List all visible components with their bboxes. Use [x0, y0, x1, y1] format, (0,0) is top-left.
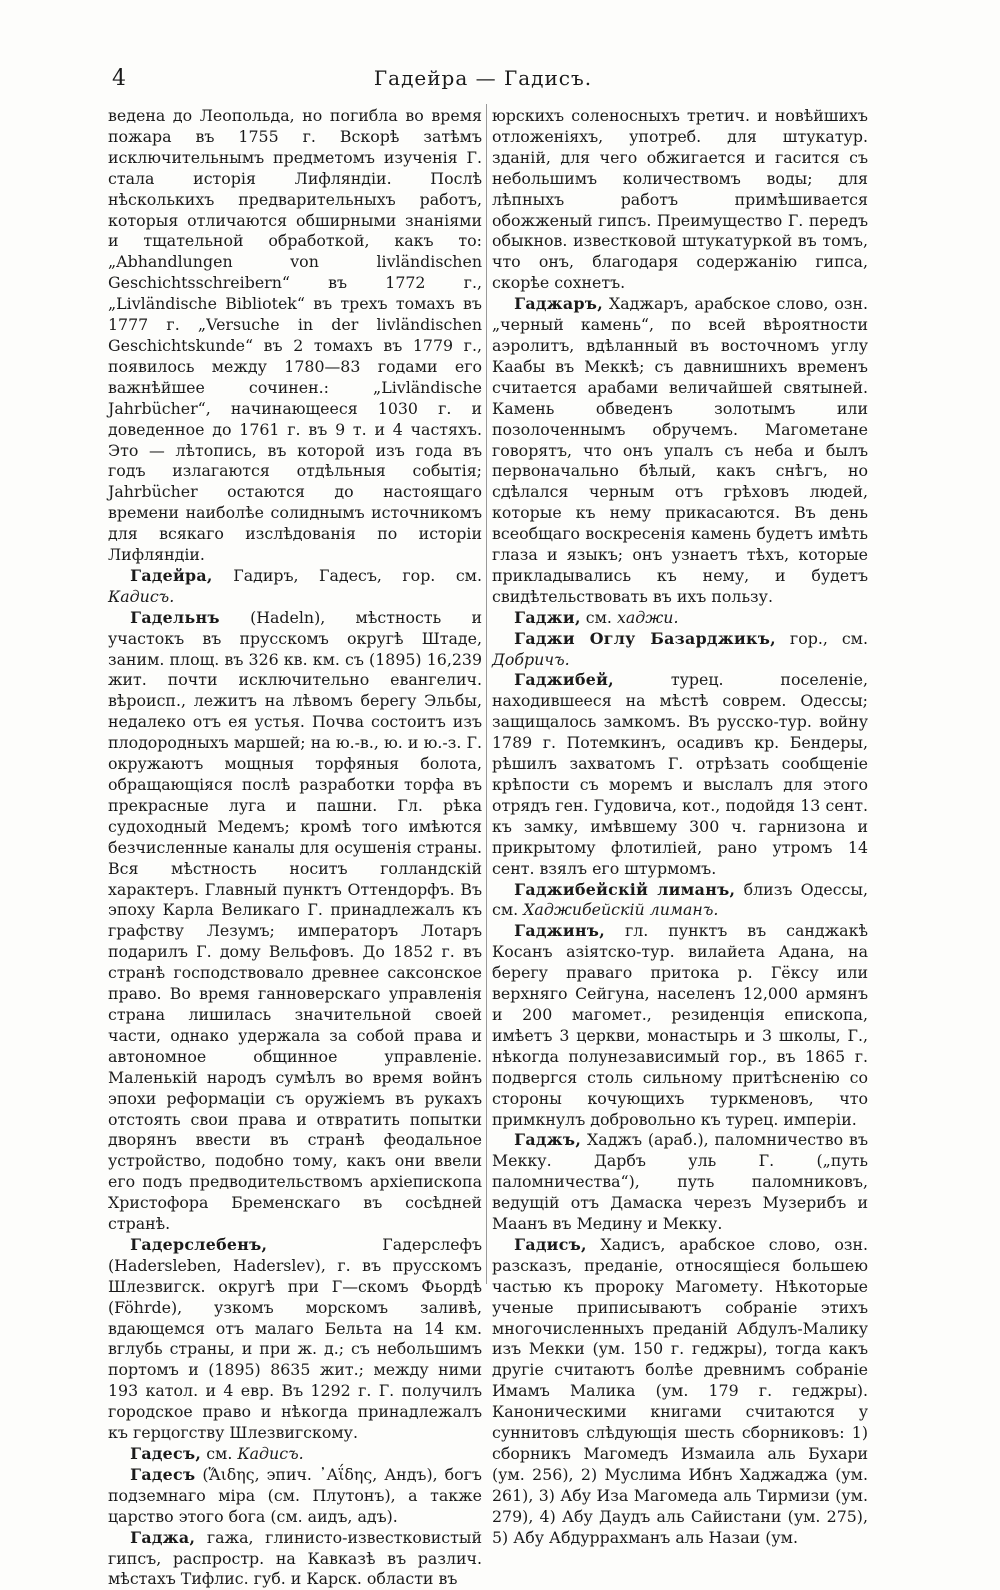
- dictionary-entry: [108, 1444, 482, 1465]
- entry-text: (Ἅιδης, эпич. ᾿Αΐδης, Андъ), богъ подземнаго міра (см. Плутонъ), а также царство этого бога (см. аидъ, адъ).: [108, 1464, 482, 1526]
- entry-headword: Гаджибейскій лиманъ,: [514, 879, 736, 899]
- dictionary-entry: [492, 629, 868, 671]
- entry-text: Гадиръ, Гадесъ, гор. см.: [233, 565, 482, 585]
- dictionary-entry: [492, 670, 868, 879]
- dictionary-entry: [492, 608, 868, 629]
- column-divider: [486, 104, 487, 1284]
- entry-cross-reference: Хаджибейскій лиманъ.: [523, 900, 719, 920]
- entry-text: близъ Одессы, см.: [492, 879, 868, 920]
- entry-headword: Гадерслебенъ,: [130, 1234, 268, 1254]
- entry-headword: Гадельнъ: [130, 607, 220, 627]
- entry-headword: Гадесъ: [130, 1464, 196, 1484]
- entry-continuation: [492, 106, 868, 294]
- entry-text: юрскихъ соленосныхъ третич. и новѣйшихъ отложеніяхъ, употреб. для штукатур. зданій, для чего обжигается и гасится съ небольшимъ количествомъ воды; для лѣпныхъ работъ примѣшивается обожженый гипсъ. Преимущество Г. передъ обыкнов. известковой штукатуркой въ томъ, что онъ, благодаря содержанію гипса, скорѣе сохнетъ.: [492, 106, 868, 293]
- entry-text: см.: [206, 1444, 238, 1463]
- left-column: [108, 106, 482, 1590]
- entry-text: см.: [585, 607, 617, 627]
- entry-headword: Гаджаръ,: [514, 294, 604, 314]
- entry-headword: Гадейра,: [130, 565, 213, 585]
- dictionary-entry: [492, 921, 868, 1130]
- entry-headword: Гаджи,: [514, 607, 581, 627]
- entry-cross-reference: Кадисъ.: [108, 586, 175, 606]
- dictionary-entry: [492, 880, 868, 922]
- entry-text: Хадисъ, арабское слово, озн. разсказъ, преданіе, относящіеся большею частью къ пророку Магомету. Нѣкоторые ученые приписываютъ собраніе этихъ многочисленныхъ преданій Абдулъ-Малику изъ Мекки (ум. 150 г. геджры), тогда какъ другіе считаютъ болѣе древнимъ собраніе Имамъ Малика (ум. 179 г. геджры). Каноническими книгами считаются у суннитовъ слѣдующія шесть сборниковъ: 1) сборникъ Магомедъ Измаила аль Бухари (ум. 256), 2) Муслима Ибнъ Хаджаджа (ум. 261), 3) Абу Иза Магомеда аль Тирмизи (ум. 279), 4) Абу Даудъ аль Сайистани (ум. 275), 5) Абу Абдуррахманъ аль Назаи (ум.: [492, 1234, 868, 1547]
- entry-headword: Гаджинъ,: [514, 921, 606, 941]
- dictionary-entry: [108, 1528, 482, 1590]
- entry-text: гл. пунктъ въ санджакѣ Косанъ азіятско-тур. вилайета Адана, на берегу праваго притока р. Гёксу или верхняго Сейгуна, населенъ 12,000 армянъ и 200 магомет., резиденція епископа, имѣетъ 3 церкви, монастырь и 3 школы, Г., нѣкогда полунезависимый гор., въ 1865 г. подвергся столь сильному притѣсненію со стороны кочующихъ туркменовъ, что примкнулъ добровольно къ турец. имперіи.: [492, 921, 868, 1129]
- dictionary-entry: [492, 1130, 868, 1235]
- entry-cross-reference: хаджи.: [616, 607, 679, 627]
- dictionary-entry: [108, 566, 482, 608]
- dictionary-entry: [492, 294, 868, 608]
- entry-text: (Hadeln), мѣстность и участокъ въ прусскомъ округѣ Штаде, заним. площ. въ 326 кв. км. съ (1895) 16,239 жит. почти исключительно евангелич. вѣроисп., лежитъ на лѣвомъ берегу Эльбы, недалеко отъ ея устья. Почва состоитъ изъ плодородныхъ маршей; на ю.-в., ю. и ю.-з. Г. окружаютъ мощныя торфяныя болота, обращающіяся послѣ разработки торфа въ прекрасные луга и пашни. Гл. рѣка судоходный Медемъ; кромѣ того имѣются безчисленные каналы для осушенія страны. Вся мѣстность носитъ голландскій характеръ. Главный пунктъ Оттендорфъ. Въ эпоху Карла Великаго Г. принадлежалъ къ графству Лезумъ; императоръ Лотаръ подарилъ Г. дому Вельфовъ. До 1852 г. въ странѣ господствовало древнее саксонское право. Во время ганноверскаго управленія страна лишилась значительной своей части, однако удержала за собой права и автономное общинное управленіе. Маленькій народъ сумѣлъ во время войнъ эпохи реформаціи съ оружіемъ въ рукахъ отстоять свои права и отвратить попытки дворянъ ввести въ странѣ феодальное устройство, подобно тому, какъ они ввели его подъ предводительствомъ архіепископа Христофора Бременскаго въ сосѣдней странѣ.: [108, 607, 482, 1234]
- entry-headword: Гаджибей,: [514, 670, 614, 690]
- entry-text: Гадерслефъ (Hadersleben, Haderslev), г. въ прусскомъ Шлезвигск. округѣ при Г—скомъ Фьордѣ (Föhrde), узкомъ морскомъ заливѣ, вдающемся отъ малаго Бельта на 14 км. вглубь страны, и при ж. д.; съ небольшимъ портомъ и (1895) 8635 жит.; между ними 193 катол. и 4 евр. Въ 1292 г. Г. получилъ городское право и нѣкогда принадлежалъ къ герцогству Шлезвигскому.: [108, 1234, 482, 1443]
- entry-text: Хаджъ (араб.), паломничество въ Мекку. Дарбъ уль Г. („путь паломничества“), путь паломниковъ, ведущій отъ Дамаска черезъ Музерибъ и Маанъ въ Медину и Мекку.: [492, 1130, 868, 1234]
- entry-headword: Гадисъ,: [514, 1234, 587, 1254]
- dictionary-entry: [492, 1235, 868, 1549]
- entry-continuation: [108, 106, 482, 566]
- entry-headword: Гаджа,: [130, 1527, 196, 1547]
- entry-text: гор., см.: [789, 628, 868, 648]
- entry-text: турец. поселеніе, находившееся на мѣстѣ соврем. Одессы; защищалось замкомъ. Въ русско-тур. войну 1789 г. Потемкинъ, осадивъ кр. Бендеры, рѣшилъ захватомъ Г. отрѣзать сообщеніе крѣпости съ моремъ и выслалъ для этого отрядъ ген. Гудовича, кот., подойдя 13 сент. къ замку, имѣвшему 300 ч. гарнизона и прикрытому флотиліей, рано утромъ 14 сент. взялъ его штурмомъ.: [492, 670, 868, 878]
- entry-text: Хаджаръ, арабское слово, озн. „черный камень“, по всей вѣроятности аэролитъ, вдѣланный въ восточномъ углу Каабы въ Меккѣ; съ давнишнихъ временъ считается арабами величайшей святыней. Камень обведенъ золотымъ или позолоченнымъ обручемъ. Магометане говорятъ, что онъ упалъ съ неба и былъ первоначально бѣлый, какъ снѣгъ, но сдѣлался черным отъ грѣховъ людей, которые къ нему прикасаются. Въ день всеобщаго воскресенія камень будетъ имѣть глаза и языкъ; онъ узнаетъ тѣхъ, которые прикладывались къ нему, и будетъ свидѣтельствовать въ ихъ пользу.: [492, 294, 868, 606]
- page-number: 4: [112, 66, 126, 91]
- running-title: Гадейра — Гадисъ.: [373, 66, 593, 90]
- entry-cross-reference: Добричъ.: [492, 649, 570, 669]
- entry-text: ведена до Леопольда, но погибла во время пожара въ 1755 г. Вскорѣ затѣмъ исключительнымъ предметомъ изученія Г. стала исторія Лифляндіи. Послѣ нѣсколькихъ предварительныхъ работъ, которыя отличаются обширными знаніями и тщательной обработкой, какъ то: „Abhandlungen von livländischen Geschichtsschreibern“ въ 1772 г., „Livländische Bibliotek“ въ трехъ томахъ въ 1777 г. „Versuche in der livländischen Geschichtskunde“ въ 2 томахъ въ 1779 г., появилось между 1780—83 годами его важнѣйшее сочинен.: „Livländische Jahrbücher“, начинающееся 1030 г. и доведенное до 1761 г. въ 9 т. и 4 частяхъ. Это — лѣтопись, въ которой изъ года въ годъ излагаются отдѣльныя событія; Jahrbücher остаются до настоящаго времени наиболѣе солиднымъ источникомъ для всякаго изслѣдованія по исторіи Лифляндіи.: [108, 106, 482, 565]
- dictionary-entry: [108, 1465, 482, 1528]
- page-header: [112, 66, 854, 92]
- entry-headword: Гадесъ,: [130, 1444, 202, 1463]
- entry-headword: Гаджъ,: [514, 1130, 582, 1150]
- dictionary-entry: [108, 1235, 482, 1444]
- dictionary-entry: [108, 608, 482, 1235]
- entry-headword: Гаджи Оглу Базарджикъ,: [514, 628, 776, 648]
- right-column: [492, 106, 868, 1549]
- entry-text: гажа, глинисто-известковистый гипсъ, распростр. на Кавказѣ въ различ. мѣстахъ Тифлис. губ. и Карск. области въ: [108, 1527, 482, 1589]
- entry-cross-reference: Кадисъ.: [237, 1444, 304, 1463]
